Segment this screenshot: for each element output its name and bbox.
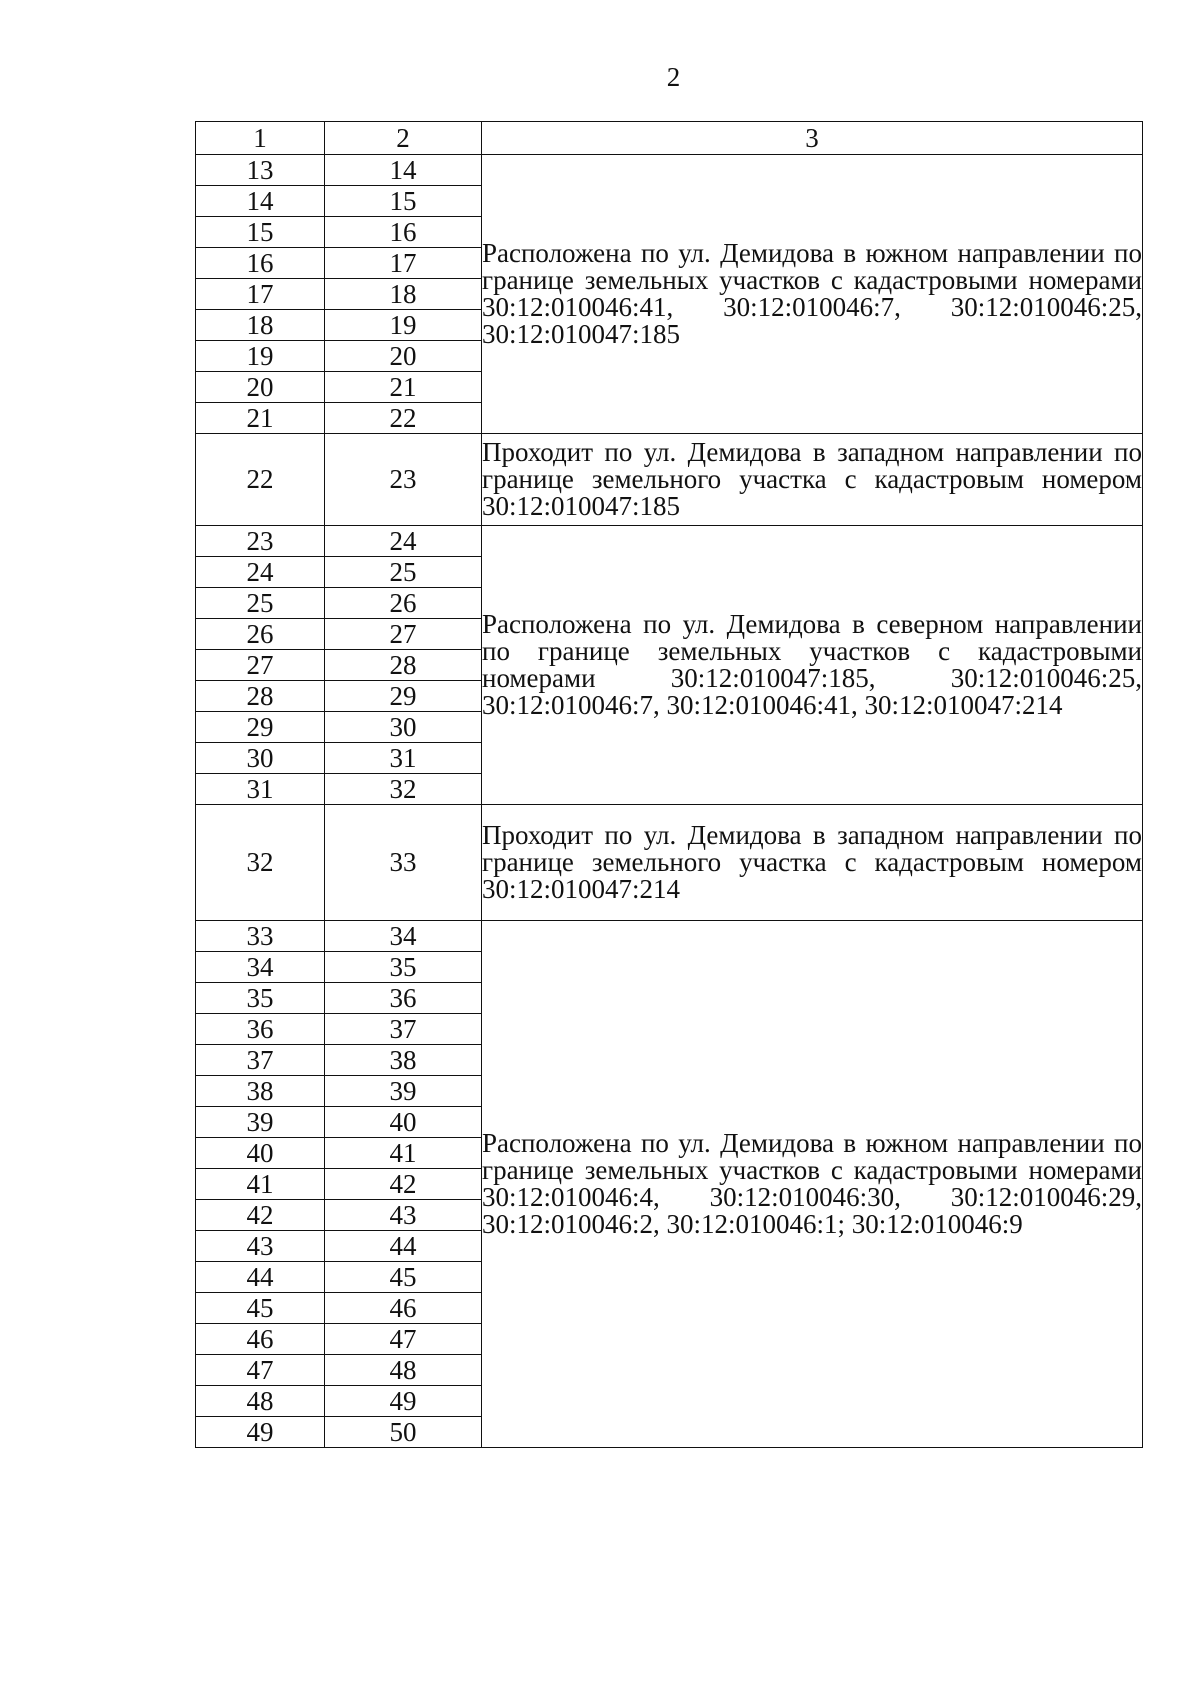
from-point-cell: 30: [196, 743, 325, 774]
header-col-3: 3: [482, 122, 1143, 155]
to-point-cell: 26: [325, 588, 482, 619]
from-point-cell: 41: [196, 1169, 325, 1200]
description-text: Расположена по ул. Демидова в северном направлении по границе земельных участков с кадастровыми номерами 30:12:010047:185, 30:12:010046:25, 30:12:010046:7, 30:12:010046:41, 30:12:010047:214: [482, 609, 1142, 720]
to-point-cell: 24: [325, 526, 482, 557]
to-point-cell: 31: [325, 743, 482, 774]
from-point-cell: 46: [196, 1324, 325, 1355]
description-text: Проходит по ул. Демидова в западном направлении по границе земельного участка с кадастровым номером 30:12:010047:185: [482, 437, 1142, 521]
from-point-cell: 45: [196, 1293, 325, 1324]
to-point-cell: 43: [325, 1200, 482, 1231]
to-point-cell: 45: [325, 1262, 482, 1293]
to-point-cell: 15: [325, 186, 482, 217]
from-point-cell: 47: [196, 1355, 325, 1386]
from-point-cell: 44: [196, 1262, 325, 1293]
from-point-cell: 33: [196, 921, 325, 952]
from-point-cell: 24: [196, 557, 325, 588]
from-point-cell: 22: [196, 434, 325, 526]
to-point-cell: 23: [325, 434, 482, 526]
to-point-cell: 42: [325, 1169, 482, 1200]
description-cell: [482, 155, 1143, 434]
from-point-cell: 37: [196, 1045, 325, 1076]
description-cell: [482, 921, 1143, 1448]
from-point-cell: 25: [196, 588, 325, 619]
to-point-cell: 41: [325, 1138, 482, 1169]
from-point-cell: 23: [196, 526, 325, 557]
from-point-cell: 27: [196, 650, 325, 681]
header-col-1: 1: [196, 122, 325, 155]
to-point-cell: 44: [325, 1231, 482, 1262]
from-point-cell: 34: [196, 952, 325, 983]
from-point-cell: 29: [196, 712, 325, 743]
from-point-cell: 31: [196, 774, 325, 805]
description-text: Расположена по ул. Демидова в южном направлении по границе земельных участков с кадастровыми номерами 30:12:010046:41, 30:12:010046:7, 30:12:010046:25, 30:12:010047:185: [482, 238, 1142, 349]
to-point-cell: 37: [325, 1014, 482, 1045]
from-point-cell: 48: [196, 1386, 325, 1417]
from-point-cell: 36: [196, 1014, 325, 1045]
header-col-2: 2: [325, 122, 482, 155]
from-point-cell: 40: [196, 1138, 325, 1169]
to-point-cell: 28: [325, 650, 482, 681]
from-point-cell: 26: [196, 619, 325, 650]
to-point-cell: 33: [325, 805, 482, 921]
to-point-cell: 36: [325, 983, 482, 1014]
from-point-cell: 42: [196, 1200, 325, 1231]
to-point-cell: 29: [325, 681, 482, 712]
to-point-cell: 34: [325, 921, 482, 952]
table-row: [196, 434, 1143, 526]
to-point-cell: 50: [325, 1417, 482, 1448]
description-text: Проходит по ул. Демидова в западном направлении по границе земельного участка с кадастровым номером 30:12:010047:214: [482, 820, 1142, 904]
to-point-cell: 30: [325, 712, 482, 743]
table-body: [196, 122, 1143, 1448]
table-row: [196, 155, 1143, 186]
to-point-cell: 18: [325, 279, 482, 310]
from-point-cell: 28: [196, 681, 325, 712]
to-point-cell: 47: [325, 1324, 482, 1355]
from-point-cell: 18: [196, 310, 325, 341]
from-point-cell: 39: [196, 1107, 325, 1138]
to-point-cell: 38: [325, 1045, 482, 1076]
to-point-cell: 39: [325, 1076, 482, 1107]
from-point-cell: 21: [196, 403, 325, 434]
from-point-cell: 14: [196, 186, 325, 217]
description-text: Расположена по ул. Демидова в южном направлении по границе земельных участков с кадастровыми номерами 30:12:010046:4, 30:12:010046:30, 30:12:010046:29, 30:12:010046:2, 30:12:010046:1; 30:12:010046:9: [482, 1128, 1142, 1239]
table-row: [196, 805, 1143, 921]
to-point-cell: 16: [325, 217, 482, 248]
to-point-cell: 49: [325, 1386, 482, 1417]
from-point-cell: 32: [196, 805, 325, 921]
to-point-cell: 27: [325, 619, 482, 650]
from-point-cell: 35: [196, 983, 325, 1014]
from-point-cell: 13: [196, 155, 325, 186]
from-point-cell: 16: [196, 248, 325, 279]
to-point-cell: 32: [325, 774, 482, 805]
to-point-cell: 19: [325, 310, 482, 341]
to-point-cell: 40: [325, 1107, 482, 1138]
from-point-cell: 17: [196, 279, 325, 310]
description-cell: [482, 434, 1143, 526]
table-row: [196, 526, 1143, 557]
to-point-cell: 14: [325, 155, 482, 186]
from-point-cell: 49: [196, 1417, 325, 1448]
description-cell: [482, 526, 1143, 805]
to-point-cell: 20: [325, 341, 482, 372]
to-point-cell: 21: [325, 372, 482, 403]
to-point-cell: 22: [325, 403, 482, 434]
to-point-cell: 35: [325, 952, 482, 983]
to-point-cell: 48: [325, 1355, 482, 1386]
from-point-cell: 38: [196, 1076, 325, 1107]
from-point-cell: 20: [196, 372, 325, 403]
from-point-cell: 19: [196, 341, 325, 372]
from-point-cell: 15: [196, 217, 325, 248]
description-cell: [482, 805, 1143, 921]
table-row: [196, 921, 1143, 952]
from-point-cell: 43: [196, 1231, 325, 1262]
to-point-cell: 25: [325, 557, 482, 588]
header-row: [196, 122, 1143, 155]
to-point-cell: 17: [325, 248, 482, 279]
page-number: 2: [666, 62, 681, 92]
to-point-cell: 46: [325, 1293, 482, 1324]
boundary-table: [195, 121, 1143, 1448]
